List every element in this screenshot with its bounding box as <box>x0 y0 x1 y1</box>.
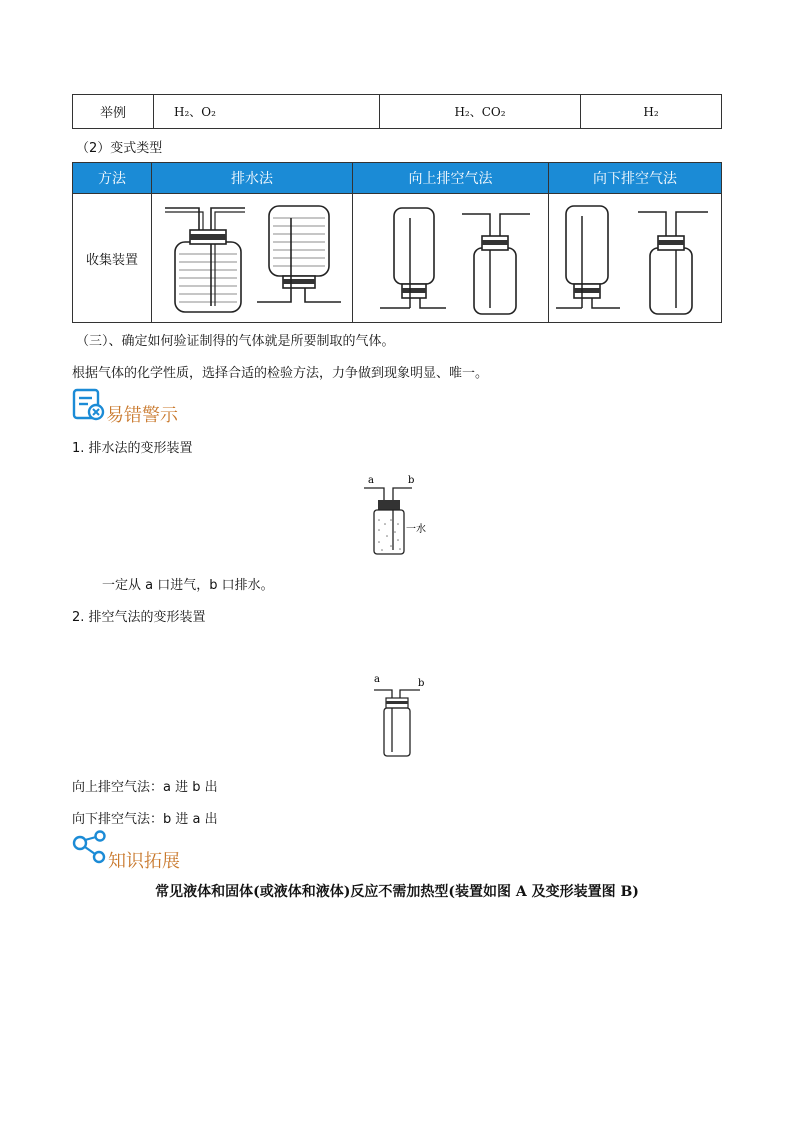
example-table <box>72 94 722 129</box>
row-label: 收集装置 <box>73 194 152 323</box>
water-displacement-diagram <box>157 198 347 318</box>
section-3-title: （三）、确定如何验证制得的气体就是所要制取的气体。 <box>76 334 395 349</box>
share-network-icon <box>72 830 108 866</box>
water-variant-diagram <box>360 474 440 556</box>
example-cell-1: H₂、O₂ <box>154 95 380 129</box>
item-1-note: 一定从 a 口进气，b 口排水。 <box>102 578 274 593</box>
table-row <box>73 194 722 323</box>
variants-heading: （2）变式类型 <box>76 141 163 156</box>
item-2-upward: 向上排空气法：a 进 b 出 <box>72 780 218 795</box>
upward-air-apparatus <box>353 194 549 323</box>
variant-table <box>72 162 722 323</box>
item-2-downward: 向下排空气法：b 进 a 出 <box>72 812 218 827</box>
example-cell-3: H₂ <box>581 95 722 129</box>
header-upward: 向上排空气法 <box>353 163 549 194</box>
upward-air-diagram <box>358 198 543 318</box>
example-cell-2: H₂、CO₂ <box>380 95 581 129</box>
port-a-label: a <box>374 674 380 685</box>
downward-air-diagram <box>550 198 720 318</box>
section-3-body: 根据气体的化学性质，选择合适的检验方法，力争做到现象明显、唯一。 <box>72 366 489 381</box>
port-a-label: a <box>368 475 374 486</box>
item-1-title: 1. 排水法的变形装置 <box>72 441 193 456</box>
downward-air-apparatus <box>549 194 722 323</box>
header-water: 排水法 <box>152 163 353 194</box>
port-b-label: b <box>408 475 415 486</box>
item-2-title: 2. 排空气法的变形装置 <box>72 610 206 625</box>
knowledge-header: 知识拓展 <box>108 851 180 872</box>
figure-caption: 常见液体和固体(或液体和液体)反应不需加热型(装置如图 A 及变形装置图 B) <box>155 884 639 900</box>
example-label: 举例 <box>73 95 154 129</box>
water-displacement-apparatus <box>152 194 353 323</box>
warning-header: 易错警示 <box>106 405 178 426</box>
table-row <box>73 95 722 129</box>
table-header-row <box>73 163 722 194</box>
port-b-label: b <box>418 678 425 689</box>
header-downward: 向下排空气法 <box>549 163 722 194</box>
air-variant-diagram <box>368 672 438 760</box>
water-label: 一水 <box>406 524 426 535</box>
header-method: 方法 <box>73 163 152 194</box>
document-error-icon <box>72 388 106 422</box>
